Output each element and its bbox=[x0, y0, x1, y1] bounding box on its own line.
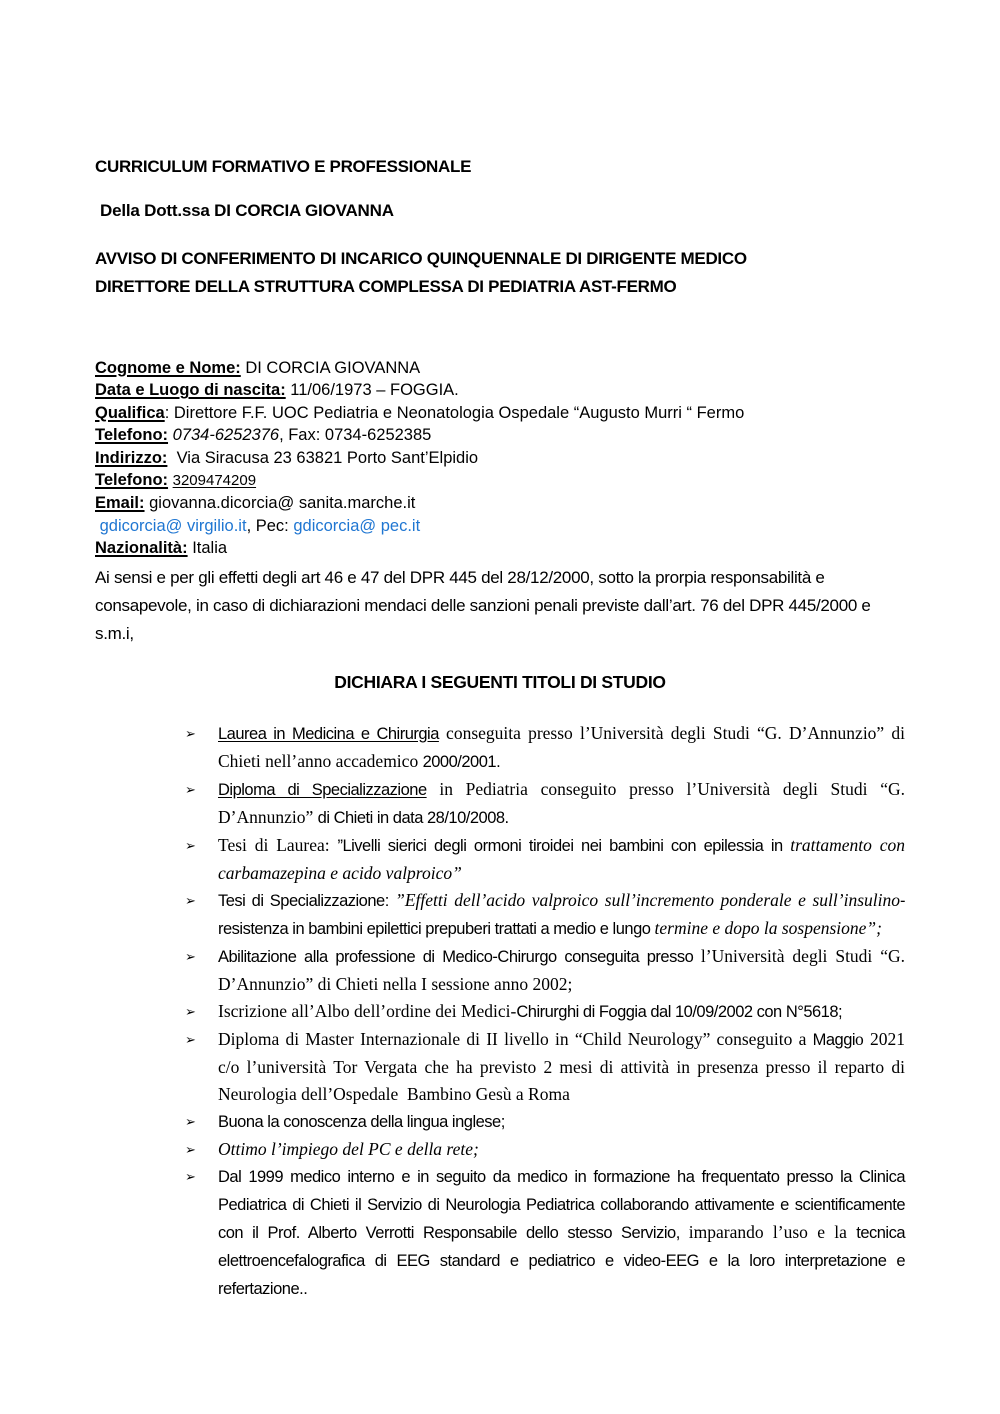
text-run: Tesi di Laurea: bbox=[218, 834, 338, 855]
text-run: di Chieti in data 28/10/2008. bbox=[317, 808, 509, 827]
field-label: Qualifica bbox=[95, 403, 165, 422]
text-run: termine e dopo la sospensione”; bbox=[654, 917, 882, 938]
declaration-paragraph: Ai sensi e per gli effetti degli art 46 e 47 del DPR 445 del 28/12/2000, sotto la prorpia responsabilità e consapevole, in caso di dichiarazioni mendaci delle sanzioni penali previste dall’art. 76 del DPR 445/2000 e s.m.i, bbox=[95, 567, 871, 643]
list-item-7 bbox=[185, 1026, 910, 1108]
text-run: Dal 1999 medico interno e in seguito da medico in formazione ha frequentato presso la Clinica Pediatrica di Chieti il Servizio di Neurologia Pediatrica collaborando attivamente e scientificamente con il Prof. Alberto Verrotti Responsabile dello stesso Servizio, bbox=[218, 1167, 910, 1242]
text-run: Ottimo l’impiego del PC e della rete; bbox=[218, 1138, 479, 1159]
text-run: Diploma di Master Internazionale di II livello in “Child Neurology” conseguito a bbox=[218, 1028, 813, 1049]
text-run: : Direttore F.F. UOC Pediatria e Neonatologia Ospedale “Augusto Murri “ Fermo bbox=[164, 403, 745, 422]
text-run: o 2021 c/o l’università Tor Vergata che ha previsto 2 mesi di attività in presenza presso il reparto di Neurologia dell’Ospedale Bambino Gesù a Roma bbox=[218, 1028, 910, 1104]
text-run: tecnica elettroencefalografica di EEG standard e pediatrico e video-EEG e la loro interpretazione e refertazione.. bbox=[218, 1223, 910, 1298]
list-item-2 bbox=[185, 776, 910, 832]
notice-block bbox=[95, 245, 905, 301]
list-item-4 bbox=[185, 887, 905, 943]
text-run: ”Livelli sierici degli ormoni tiroidei nei bambini con epilessia in bbox=[337, 836, 791, 855]
personal-line-data-luogo-nascita bbox=[95, 379, 905, 401]
personal-line-email bbox=[95, 492, 905, 514]
list-item-3 bbox=[185, 832, 910, 887]
text-run: Via Siracusa 23 63821 Porto Sant’Elpidio bbox=[167, 448, 479, 467]
field-label: Email: bbox=[95, 494, 145, 513]
text-run: in Pediatria conseguito presso l’Università degli Studi “G. D’Annunzio” bbox=[218, 778, 910, 827]
text-run: 2000/2001. bbox=[422, 752, 501, 771]
notice-line-2: DIRETTORE DELLA STRUTTURA COMPLESSA DI PEDIATRIA AST-FERMO bbox=[95, 277, 677, 296]
text-run: trattamento con carbamazepina e acido valproico” bbox=[218, 834, 910, 883]
arrow-bullet-icon: ➢ bbox=[185, 893, 196, 909]
text-run: Chirurghi di Foggia dal 10/09/2002 con N°5618; bbox=[516, 1002, 843, 1021]
notice-line-1: AVVISO DI CONFERIMENTO DI INCARICO QUINQUENNALE DI DIRIGENTE MEDICO bbox=[95, 249, 747, 268]
personal-line-telefono-mobile bbox=[95, 469, 905, 492]
text-run: imparando l’uso e la bbox=[688, 1221, 857, 1242]
email-link[interactable]: gdicorcia@ virgilio.it bbox=[99, 516, 247, 535]
arrow-bullet-icon: ➢ bbox=[185, 782, 196, 798]
text-run: l’Università degli Studi “G. D’Annunzio” di Chieti nella I sessione anno 2002; bbox=[218, 945, 910, 994]
personal-line-nazionalita bbox=[95, 537, 905, 559]
text-run: giovanna.dicorcia@ sanita.marche.it bbox=[144, 494, 416, 513]
arrow-bullet-icon: ➢ bbox=[185, 1169, 196, 1185]
personal-line-email-secondary bbox=[95, 515, 905, 537]
document-title: CURRICULUM FORMATIVO E PROFESSIONALE bbox=[95, 157, 472, 176]
text-run: Diploma di Specializzazione bbox=[218, 780, 427, 799]
personal-line-cognome-nome bbox=[95, 357, 905, 379]
list-item-8 bbox=[185, 1108, 905, 1136]
text-run: 3209474209 bbox=[172, 472, 257, 490]
text-run: Buona la conoscenza della lingua inglese; bbox=[218, 1112, 505, 1131]
text-run: 0734-6252376 bbox=[168, 426, 280, 445]
arrow-bullet-icon: ➢ bbox=[185, 1004, 196, 1020]
list-item-9 bbox=[185, 1136, 905, 1163]
text-run: Iscrizione all’Albo dell’ordine dei Medici- bbox=[218, 1000, 517, 1021]
field-label: Data e Luogo di nascita: bbox=[95, 381, 286, 400]
text-run: Italia bbox=[187, 539, 228, 558]
list-item-6 bbox=[185, 998, 905, 1026]
personal-line-qualifica bbox=[95, 402, 905, 424]
text-run: Abilitazione alla professione di Medico-Chirurgo conseguita presso bbox=[218, 947, 701, 966]
document-subtitle: Della Dott.ssa DI CORCIA GIOVANNA bbox=[100, 201, 394, 220]
field-label: Indirizzo: bbox=[95, 448, 168, 467]
text-run: -resistenza in bambini epilettici prepuberi trattati a medio e lungo bbox=[218, 891, 905, 938]
email-link[interactable]: gdicorcia@ pec.it bbox=[293, 516, 421, 535]
text-run: , Pec: bbox=[246, 516, 294, 535]
arrow-bullet-icon: ➢ bbox=[185, 1114, 196, 1130]
field-label: Telefono: bbox=[95, 471, 169, 490]
field-label: Telefono: bbox=[95, 426, 169, 445]
arrow-bullet-icon: ➢ bbox=[185, 949, 196, 965]
arrow-bullet-icon: ➢ bbox=[185, 726, 196, 742]
list-item-10 bbox=[185, 1163, 910, 1303]
titles-list bbox=[95, 720, 910, 1303]
list-item-5 bbox=[185, 943, 910, 998]
personal-line-telefono-fax bbox=[95, 424, 905, 446]
text-run: 11/06/1973 – FOGGIA. bbox=[285, 381, 459, 400]
text-run: , Fax: 0734-6252385 bbox=[279, 426, 432, 445]
section-heading: DICHIARA I SEGUENTI TITOLI DI STUDIO bbox=[334, 671, 666, 692]
arrow-bullet-icon: ➢ bbox=[185, 1142, 196, 1158]
text-run: Tesi di Specializzazione: bbox=[218, 891, 396, 910]
personal-info bbox=[95, 357, 905, 560]
text-run: DI CORCIA GIOVANNA bbox=[240, 359, 421, 377]
text-run: conseguita presso l’Università degli Studi “G. D’Annunzio” di Chieti nell’anno accademico bbox=[218, 722, 910, 771]
arrow-bullet-icon: ➢ bbox=[185, 838, 196, 854]
arrow-bullet-icon: ➢ bbox=[185, 1032, 196, 1048]
text-run: Maggi bbox=[812, 1030, 856, 1049]
text-run: Laurea in Medicina e Chirurgia bbox=[218, 724, 439, 743]
field-label: Nazionalità: bbox=[95, 539, 188, 558]
field-label: Cognome e Nome: bbox=[95, 359, 241, 377]
text-run: ”Effetti dell’acido valproico sull’incremento ponderale e sull’insulino bbox=[395, 889, 900, 910]
list-item-1 bbox=[185, 720, 910, 776]
personal-line-indirizzo bbox=[95, 447, 905, 469]
